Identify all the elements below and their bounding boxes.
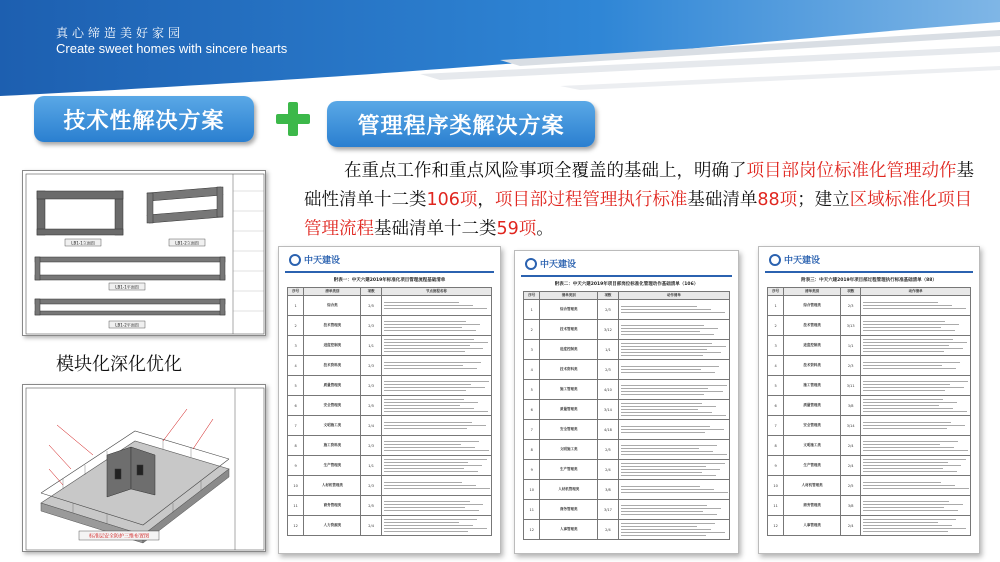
row-count: 3/17	[598, 500, 619, 520]
drawing-label: LB1-1立面图	[71, 240, 95, 246]
company-logo-icon	[525, 258, 537, 270]
row-number: 4	[768, 356, 784, 376]
company-logo	[525, 257, 576, 270]
table-row	[524, 300, 730, 320]
table-row	[524, 520, 730, 540]
table-row	[288, 456, 492, 476]
row-count: 2/5	[361, 296, 381, 316]
row-category: 商务管理类	[540, 500, 598, 520]
row-count: 2/3	[598, 300, 619, 320]
row-content	[381, 436, 491, 456]
row-category: 人材机管理类	[540, 480, 598, 500]
table-row	[768, 456, 971, 476]
row-count: 2/4	[841, 436, 861, 456]
row-count: 2/4	[361, 416, 381, 436]
row-category: 人事管理类	[784, 516, 841, 536]
row-number: 5	[524, 380, 540, 400]
row-content	[861, 336, 971, 356]
row-number: 7	[288, 416, 304, 436]
row-content	[381, 336, 491, 356]
table-row	[288, 296, 492, 316]
row-number: 12	[288, 516, 304, 536]
table-row	[524, 460, 730, 480]
table-row	[288, 336, 492, 356]
row-content	[861, 356, 971, 376]
row-content	[861, 396, 971, 416]
row-category: 文明施工类	[784, 436, 841, 456]
row-content	[861, 296, 971, 316]
table-row	[524, 340, 730, 360]
table-row	[768, 376, 971, 396]
table-row	[288, 316, 492, 336]
row-count: 2/4	[841, 516, 861, 536]
row-category: 商务管理类	[304, 496, 361, 516]
row-number: 1	[524, 300, 540, 320]
slogan-english: Create sweet homes with sincere hearts	[56, 41, 288, 56]
text-segment: 基础清单十二类	[374, 219, 497, 239]
row-content	[618, 420, 729, 440]
row-content	[618, 460, 729, 480]
column-header: 序号	[524, 292, 540, 300]
row-content	[618, 340, 729, 360]
row-category: 技术资料类	[304, 356, 361, 376]
post-action-checklist-document	[514, 250, 739, 554]
technical-solution-title: 技术性解决方案	[34, 96, 254, 142]
row-number: 3	[288, 336, 304, 356]
row-count: 2/3	[361, 356, 381, 376]
highlight-segment: 88项	[757, 190, 798, 210]
logo-text: 中天建设	[540, 260, 577, 270]
table-row	[288, 436, 492, 456]
row-count: 1/1	[598, 340, 619, 360]
checklist-table	[767, 287, 971, 536]
column-header: 序号	[768, 288, 784, 296]
table-row	[524, 480, 730, 500]
row-content	[381, 316, 491, 336]
row-count: 3/8	[598, 480, 619, 500]
row-number: 8	[288, 436, 304, 456]
table-row	[768, 316, 971, 336]
row-number: 10	[524, 480, 540, 500]
row-count: 2/4	[841, 456, 861, 476]
table-row	[768, 356, 971, 376]
row-number: 10	[768, 476, 784, 496]
elevation-drawing-graphic	[23, 171, 266, 336]
divider	[765, 271, 973, 273]
row-count: 2/4	[598, 520, 619, 540]
column-header: 清单类别	[304, 288, 361, 296]
column-header: 序号	[288, 288, 304, 296]
row-number: 3	[524, 340, 540, 360]
row-category: 生产管理类	[304, 456, 361, 476]
plus-icon	[276, 102, 310, 136]
row-category: 安全管理类	[304, 396, 361, 416]
document-title: 附表二：中天六建2019年项目部岗位标准化管理动作基础清单（106）	[554, 282, 699, 287]
row-count: 2/5	[841, 476, 861, 496]
row-category: 进度控制类	[304, 336, 361, 356]
highlight-segment: 项目部过程管理执行标准	[494, 190, 688, 210]
row-number: 11	[288, 496, 304, 516]
highlight-segment: 项目部岗位标准化管理动作	[746, 161, 957, 181]
row-count: 1/1	[841, 336, 861, 356]
text-segment: ，	[477, 190, 495, 210]
row-category: 综合管理类	[784, 296, 841, 316]
row-content	[381, 296, 491, 316]
row-count: 4/10	[598, 380, 619, 400]
drawing-label: 标准层安全防护三维布置图	[88, 533, 150, 540]
row-count: 2/5	[361, 496, 381, 516]
management-solution-title: 管理程序类解决方案	[327, 101, 595, 147]
row-content	[861, 516, 971, 536]
column-header: 清单类别	[784, 288, 841, 296]
row-content	[861, 456, 971, 476]
row-category: 人力资源类	[304, 516, 361, 536]
column-header: 动作清单	[861, 288, 971, 296]
row-category: 施工资料类	[304, 436, 361, 456]
table-row	[524, 420, 730, 440]
row-category: 进度控制类	[784, 336, 841, 356]
row-number: 10	[288, 476, 304, 496]
column-header: 项数	[361, 288, 381, 296]
row-content	[381, 376, 491, 396]
company-logo	[289, 253, 340, 266]
text-segment: 基础清单	[687, 190, 758, 210]
row-number: 4	[288, 356, 304, 376]
table-row	[768, 516, 971, 536]
row-content	[861, 496, 971, 516]
row-count: 1/1	[361, 456, 381, 476]
table-row	[768, 436, 971, 456]
table-row	[288, 416, 492, 436]
column-header: 项数	[841, 288, 861, 296]
text-segment: 在重点工作和重点风险事项全覆盖的基础上，明确了	[344, 161, 747, 181]
row-count: 3/14	[841, 416, 861, 436]
row-content	[381, 456, 491, 476]
row-category: 技术管理类	[784, 316, 841, 336]
table-row	[768, 336, 971, 356]
row-category: 技术管理类	[540, 320, 598, 340]
row-count: 2/3	[361, 436, 381, 456]
row-content	[381, 416, 491, 436]
table-row	[524, 320, 730, 340]
row-category: 施工管理类	[784, 376, 841, 396]
row-content	[381, 476, 491, 496]
row-category: 生产管理类	[540, 460, 598, 480]
column-header: 项数	[598, 292, 619, 300]
row-number: 6	[524, 400, 540, 420]
divider	[285, 271, 494, 273]
table-row	[288, 516, 492, 536]
row-number: 9	[288, 456, 304, 476]
text-segment: 基础性清单十二类	[304, 161, 974, 210]
execution-standard-document	[758, 246, 980, 554]
column-header: 动作清单	[618, 292, 729, 300]
row-category: 人材机管理类	[784, 476, 841, 496]
table-row	[768, 476, 971, 496]
row-count: 2/3	[361, 376, 381, 396]
row-category: 技术资料类	[540, 360, 598, 380]
row-category: 生产管理类	[784, 456, 841, 476]
row-content	[618, 520, 729, 540]
checklist-table	[287, 287, 492, 536]
drawing-caption: 模块化深化优化	[56, 354, 182, 375]
row-category: 综合管理类	[540, 300, 598, 320]
row-number: 4	[524, 360, 540, 380]
row-category: 质量管理类	[540, 400, 598, 420]
row-number: 11	[524, 500, 540, 520]
row-count: 3/13	[841, 316, 861, 336]
row-content	[861, 436, 971, 456]
row-number: 1	[288, 296, 304, 316]
row-content	[861, 416, 971, 436]
column-header: 节点流程名称	[381, 288, 491, 296]
row-count: 2/3	[598, 360, 619, 380]
table-row	[288, 376, 492, 396]
row-number: 9	[524, 460, 540, 480]
table-row	[524, 500, 730, 520]
highlight-segment: 区域标准化项目管理流程	[304, 190, 973, 239]
slogan-chinese: 真心缔造美好家园	[56, 26, 185, 40]
row-count: 2/3	[361, 476, 381, 496]
row-category: 文明施工类	[540, 440, 598, 460]
row-content	[618, 440, 729, 460]
row-content	[861, 376, 971, 396]
row-content	[381, 396, 491, 416]
drawing-label: LB1-1平面图	[115, 284, 139, 290]
row-number: 9	[768, 456, 784, 476]
row-category: 技术资料类	[784, 356, 841, 376]
row-count: 2/4	[361, 516, 381, 536]
row-number: 5	[288, 376, 304, 396]
summary-paragraph	[304, 157, 980, 244]
row-number: 11	[768, 496, 784, 516]
row-number: 8	[768, 436, 784, 456]
checklist-table	[523, 291, 730, 540]
row-count: 3/11	[841, 376, 861, 396]
row-number: 6	[288, 396, 304, 416]
3d-layout-graphic	[23, 385, 266, 552]
company-logo-icon	[289, 254, 301, 266]
row-count: 2/3	[361, 316, 381, 336]
table-row	[524, 400, 730, 420]
row-count: 2/5	[361, 396, 381, 416]
table-row	[288, 476, 492, 496]
table-row	[524, 440, 730, 460]
row-count: 3/8	[841, 396, 861, 416]
highlight-segment: 106项	[426, 190, 478, 210]
row-number: 2	[524, 320, 540, 340]
row-content	[861, 476, 971, 496]
table-row	[524, 360, 730, 380]
logo-text: 中天建设	[304, 256, 341, 266]
row-content	[618, 480, 729, 500]
row-category: 质量管理类	[784, 396, 841, 416]
table-row	[524, 380, 730, 400]
header-banner	[0, 0, 1000, 100]
row-category: 文明施工类	[304, 416, 361, 436]
row-number: 3	[768, 336, 784, 356]
document-title: 附表一：中天六建2019年标准化项目管理流程基础清单	[333, 278, 446, 283]
row-category: 人事管理类	[540, 520, 598, 540]
row-content	[618, 320, 729, 340]
row-count: 2/4	[598, 460, 619, 480]
3d-layout-drawing	[22, 384, 266, 552]
row-content	[381, 356, 491, 376]
row-category: 安全管理类	[540, 420, 598, 440]
row-count: 3/12	[598, 320, 619, 340]
row-number: 7	[524, 420, 540, 440]
row-count: 1/1	[361, 336, 381, 356]
row-count: 2/3	[841, 356, 861, 376]
text-segment: 。	[536, 219, 554, 239]
row-count: 4/18	[598, 420, 619, 440]
row-number: 6	[768, 396, 784, 416]
row-number: 5	[768, 376, 784, 396]
table-row	[768, 416, 971, 436]
row-number: 2	[768, 316, 784, 336]
row-number: 1	[768, 296, 784, 316]
row-category: 人材机管理类	[304, 476, 361, 496]
row-content	[618, 400, 729, 420]
company-logo-icon	[769, 254, 781, 266]
text-segment: ；建立	[797, 190, 850, 210]
row-content	[618, 380, 729, 400]
divider	[521, 275, 732, 277]
document-title: 附表三：中天六建2019年项目部过程管理执行标准基础清单（88）	[801, 278, 937, 283]
row-category: 技术管理类	[304, 316, 361, 336]
row-category: 综合类	[304, 296, 361, 316]
row-content	[381, 496, 491, 516]
table-row	[288, 496, 492, 516]
table-row	[288, 356, 492, 376]
row-number: 12	[768, 516, 784, 536]
row-category: 安全管理类	[784, 416, 841, 436]
logo-text: 中天建设	[784, 256, 821, 266]
row-content	[861, 316, 971, 336]
row-content	[618, 300, 729, 320]
row-number: 7	[768, 416, 784, 436]
table-row	[768, 296, 971, 316]
highlight-segment: 59项	[496, 219, 537, 239]
table-row	[768, 496, 971, 516]
row-count: 2/3	[841, 296, 861, 316]
row-category: 质量管理类	[304, 376, 361, 396]
elevation-drawing	[22, 170, 266, 336]
table-row	[288, 396, 492, 416]
company-logo	[769, 253, 820, 266]
row-count: 3/8	[841, 496, 861, 516]
row-number: 8	[524, 440, 540, 460]
row-number: 12	[524, 520, 540, 540]
drawing-label: LB1-2立面图	[175, 240, 199, 246]
row-category: 进度控制类	[540, 340, 598, 360]
row-content	[618, 500, 729, 520]
table-row	[768, 396, 971, 416]
column-header: 清单类别	[540, 292, 598, 300]
drawing-label: LB1-2平面图	[115, 322, 139, 328]
row-category: 施工管理类	[540, 380, 598, 400]
process-checklist-document	[278, 246, 501, 554]
row-count: 2/5	[598, 440, 619, 460]
row-number: 2	[288, 316, 304, 336]
row-content	[381, 516, 491, 536]
row-category: 商务管理类	[784, 496, 841, 516]
row-content	[618, 360, 729, 380]
row-count: 3/14	[598, 400, 619, 420]
